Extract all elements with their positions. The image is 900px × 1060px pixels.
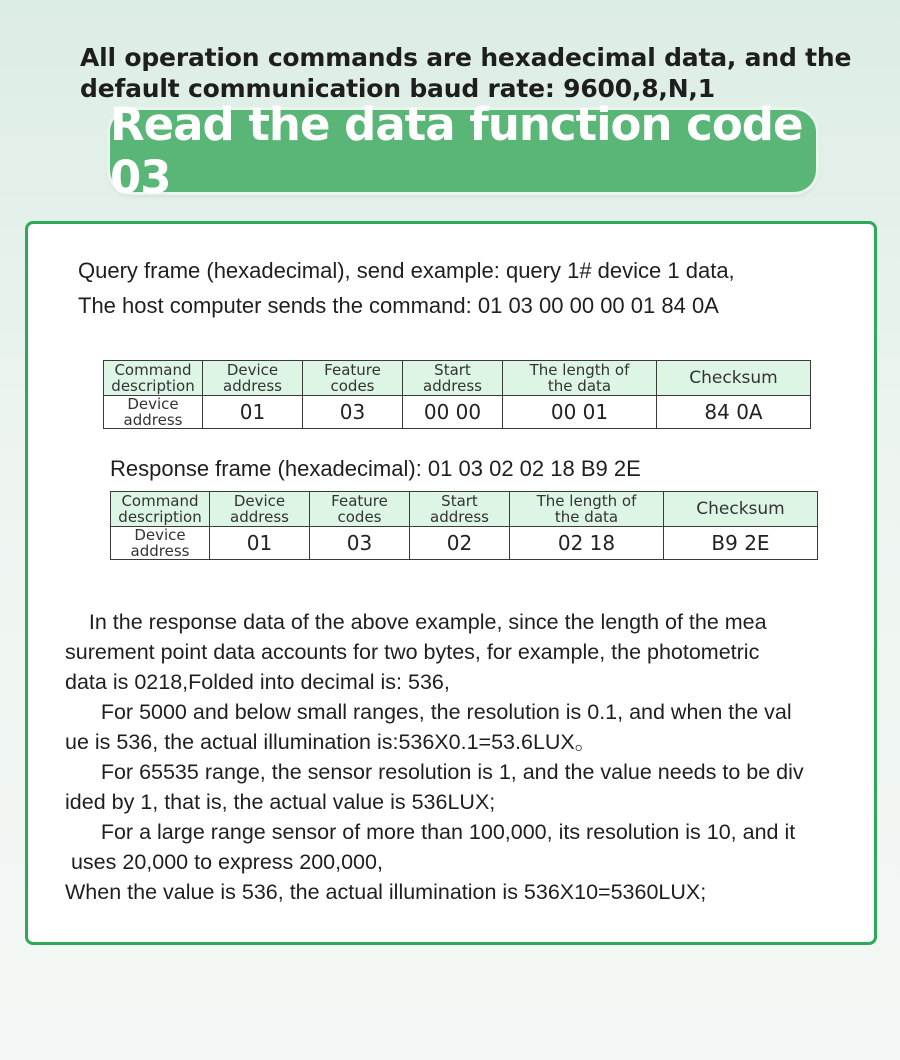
table-header-row bbox=[104, 361, 811, 396]
explanation-line: ided by 1, that is, the actual value is 536LUX; bbox=[65, 790, 496, 814]
explanation-line: surement point data accounts for two bytes, for example, the photometric bbox=[65, 640, 760, 664]
section-title-banner bbox=[110, 98, 816, 204]
value-start-address: 02 bbox=[410, 527, 510, 560]
explanation-line: For 65535 range, the sensor resolution is 1, and the value needs to be div bbox=[65, 760, 804, 784]
value-feature-code: 03 bbox=[310, 527, 410, 560]
explanation-line: uses 20,000 to express 200,000, bbox=[65, 850, 383, 874]
value-device-address: 01 bbox=[210, 527, 310, 560]
header-checksum: Checksum bbox=[664, 492, 818, 527]
explanation-line: data is 0218,Folded into decimal is: 536, bbox=[65, 670, 450, 694]
row-label: Device address bbox=[104, 396, 203, 429]
response-frame-table bbox=[110, 491, 818, 560]
value-data-length: 00 01 bbox=[503, 396, 657, 429]
header-checksum: Checksum bbox=[657, 361, 811, 396]
value-checksum: B9 2E bbox=[664, 527, 818, 560]
explanation-line: In the response data of the above example, since the length of the mea bbox=[65, 610, 767, 634]
header-command-description: Command description bbox=[104, 361, 203, 396]
intro-text bbox=[80, 42, 880, 104]
content-panel bbox=[25, 221, 877, 945]
header-data-length: The length of the data bbox=[503, 361, 657, 396]
intro-line-1: All operation commands are hexadecimal data, and the bbox=[80, 43, 852, 72]
query-frame-table bbox=[103, 360, 811, 429]
header-feature-codes: Feature codes bbox=[310, 492, 410, 527]
header-feature-codes: Feature codes bbox=[303, 361, 403, 396]
section-title: Read the data function code 03 bbox=[110, 98, 803, 204]
header-start-address: Start address bbox=[410, 492, 510, 527]
query-frame-description: Query frame (hexadecimal), send example: query 1# device 1 data, bbox=[78, 258, 735, 283]
table-row bbox=[111, 527, 818, 560]
explanation-line: When the value is 536, the actual illumination is 536X10=5360LUX; bbox=[65, 880, 707, 904]
row-label: Device address bbox=[111, 527, 210, 560]
table-header-row bbox=[111, 492, 818, 527]
host-command-line: The host computer sends the command: 01 03 00 00 00 01 84 0A bbox=[78, 293, 719, 318]
table-row bbox=[104, 396, 811, 429]
response-frame-title: Response frame (hexadecimal): 01 03 02 02 18 B9 2E bbox=[110, 456, 641, 481]
explanation-paragraph bbox=[65, 607, 865, 907]
value-device-address: 01 bbox=[203, 396, 303, 429]
header-device-address: Device address bbox=[203, 361, 303, 396]
explanation-line: For 5000 and below small ranges, the resolution is 0.1, and when the val bbox=[65, 700, 792, 724]
header-command-description: Command description bbox=[111, 492, 210, 527]
value-start-address: 00 00 bbox=[403, 396, 503, 429]
value-feature-code: 03 bbox=[303, 396, 403, 429]
header-device-address: Device address bbox=[210, 492, 310, 527]
header-data-length: The length of the data bbox=[510, 492, 664, 527]
value-checksum: 84 0A bbox=[657, 396, 811, 429]
explanation-line: ue is 536, the actual illumination is:536X0.1=53.6LUX。 bbox=[65, 730, 597, 754]
value-data-length: 02 18 bbox=[510, 527, 664, 560]
explanation-line: For a large range sensor of more than 100,000, its resolution is 10, and it bbox=[65, 820, 796, 844]
intro-line-2: default communication baud rate: 9600,8,N,1 bbox=[80, 74, 715, 103]
header-start-address: Start address bbox=[403, 361, 503, 396]
